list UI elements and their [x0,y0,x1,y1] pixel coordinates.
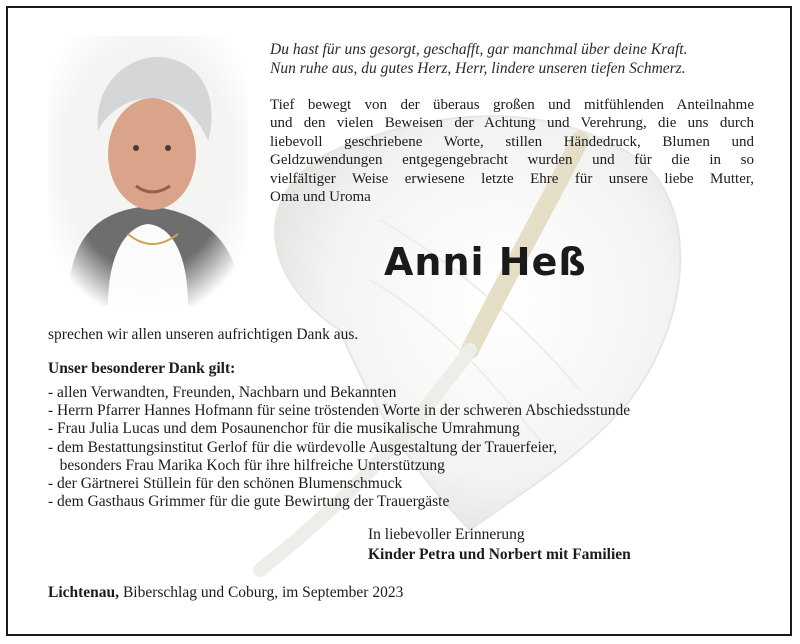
list-item: - Frau Julia Lucas und dem Posaunenchor für die musikalische Umrahmung [48,420,520,438]
memory-line: In liebevoller Erinnerung [368,526,525,543]
paragraph-line: liebevoll geschriebene Worte, stillen Händedruck, Blumen und [270,133,754,150]
list-item: - dem Bestattungsinstitut Gerlof für die würdevolle Ausgestaltung der Trauerfeier, [48,438,558,456]
town-name: Lichtenau, [48,584,120,601]
paragraph-line: vielfältiger Weise erwiesene letzte Ehre für unsere liebe Mutter, [270,170,754,187]
memorial-verse [270,40,687,78]
list-item: - allen Verwandten, Freunden, Nachbarn und Bekannten [48,384,397,401]
deceased-name: Anni Heß [384,240,587,284]
paragraph-line: Tief bewegt von der überaus großen und mitfühlenden Anteilnahme [270,97,754,113]
place-date-text: Biberschlag und Coburg, im September 2023 [119,584,404,601]
thanks-list [48,384,630,511]
paragraph-line: und den vielen Beweisen der Achtung und Verehrung, die uns durch [270,115,754,132]
list-item: - Herrn Pfarrer Hannes Hofmann für seine tröstenden Worte in der schweren Abschiedsstunde [48,402,631,420]
verse-line: Nun ruhe aus, du gutes Herz, Herr, lindere unseren tiefen Schmerz. [270,60,686,77]
list-item: - dem Gasthaus Grimmer für die gute Bewirtung der Trauergäste [48,493,450,511]
paragraph-line: Oma und Uroma [270,189,371,206]
verse-line: Du hast für uns gesorgt, geschafft, gar manchmal über deine Kraft. [270,41,688,58]
intro-paragraph [270,96,754,206]
place-date-line [48,584,403,602]
special-thanks-heading: Unser besonderer Dank gilt: [48,360,236,377]
list-item: besonders Frau Marika Koch für ihre hilfreiche Unterstützung [48,456,445,474]
thanks-line: sprechen wir allen unseren aufrichtigen Dank aus. [48,326,359,343]
family-signature: Kinder Petra und Norbert mit Familien [368,546,631,563]
portrait-photo [48,36,248,306]
list-item: - der Gärtnerei Stüllein für den schönen Blumenschmuck [48,475,403,493]
paragraph-line: Geldzuwendungen entgegengebracht wurden und für die in so [270,152,754,169]
